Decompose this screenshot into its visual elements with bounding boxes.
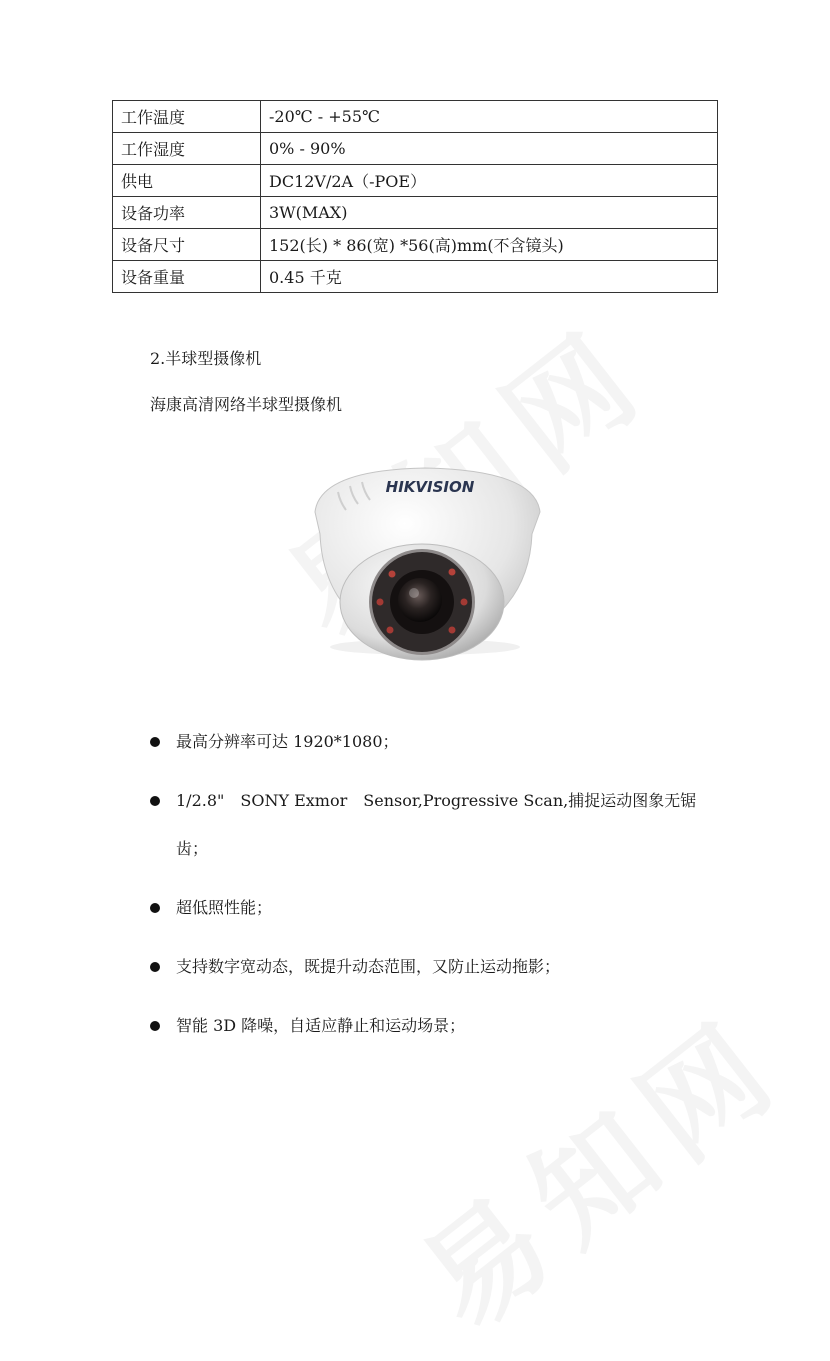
spec-key: 工作温度 bbox=[113, 101, 261, 133]
table-row bbox=[113, 101, 718, 133]
feature-text: 支持数字宽动态，既提升动态范围，又防止运动拖影； bbox=[176, 957, 561, 976]
list-item bbox=[150, 1002, 710, 1050]
spec-table bbox=[112, 100, 718, 293]
spec-value: 152(长) * 86(宽) *56(高)mm(不含镜头) bbox=[261, 229, 718, 261]
table-row bbox=[113, 133, 718, 165]
feature-text: 最高分辨率可达 1920*1080； bbox=[176, 732, 399, 751]
list-item bbox=[150, 884, 710, 932]
bullet-icon bbox=[150, 1021, 160, 1031]
feature-text: 智能 3D 降噪，自适应静止和运动场景； bbox=[176, 1016, 466, 1035]
spec-value: 3W(MAX) bbox=[261, 197, 718, 229]
spec-key: 设备尺寸 bbox=[113, 229, 261, 261]
bullet-icon bbox=[150, 962, 160, 972]
bullet-icon bbox=[150, 903, 160, 913]
camera-brand-text: HIKVISION bbox=[385, 478, 475, 496]
spec-key: 设备重量 bbox=[113, 261, 261, 293]
list-item bbox=[150, 943, 710, 991]
section-heading: 2.半球型摄像机 bbox=[150, 349, 262, 368]
feature-list bbox=[150, 718, 710, 1061]
spec-value: 0% - 90% bbox=[261, 133, 718, 165]
spec-value: DC12V/2A（-POE） bbox=[261, 165, 718, 197]
spec-value: -20℃ - +55℃ bbox=[261, 101, 718, 133]
table-row bbox=[113, 229, 718, 261]
bullet-icon bbox=[150, 796, 160, 806]
feature-text: 超低照性能； bbox=[176, 898, 273, 917]
spec-key: 设备功率 bbox=[113, 197, 261, 229]
dome-camera-image bbox=[300, 462, 550, 662]
spec-value: 0.45 千克 bbox=[261, 261, 718, 293]
list-item bbox=[150, 718, 710, 766]
table-row bbox=[113, 165, 718, 197]
table-row bbox=[113, 261, 718, 293]
list-item bbox=[150, 777, 710, 873]
feature-text: 1/2.8" SONY Exmor Sensor,Progressive Scan,捕捉运动图象无锯齿； bbox=[176, 791, 697, 858]
bullet-icon bbox=[150, 737, 160, 747]
spec-key: 工作湿度 bbox=[113, 133, 261, 165]
product-name: 海康高清网络半球型摄像机 bbox=[150, 395, 343, 414]
spec-key: 供电 bbox=[113, 165, 261, 197]
table-row bbox=[113, 197, 718, 229]
